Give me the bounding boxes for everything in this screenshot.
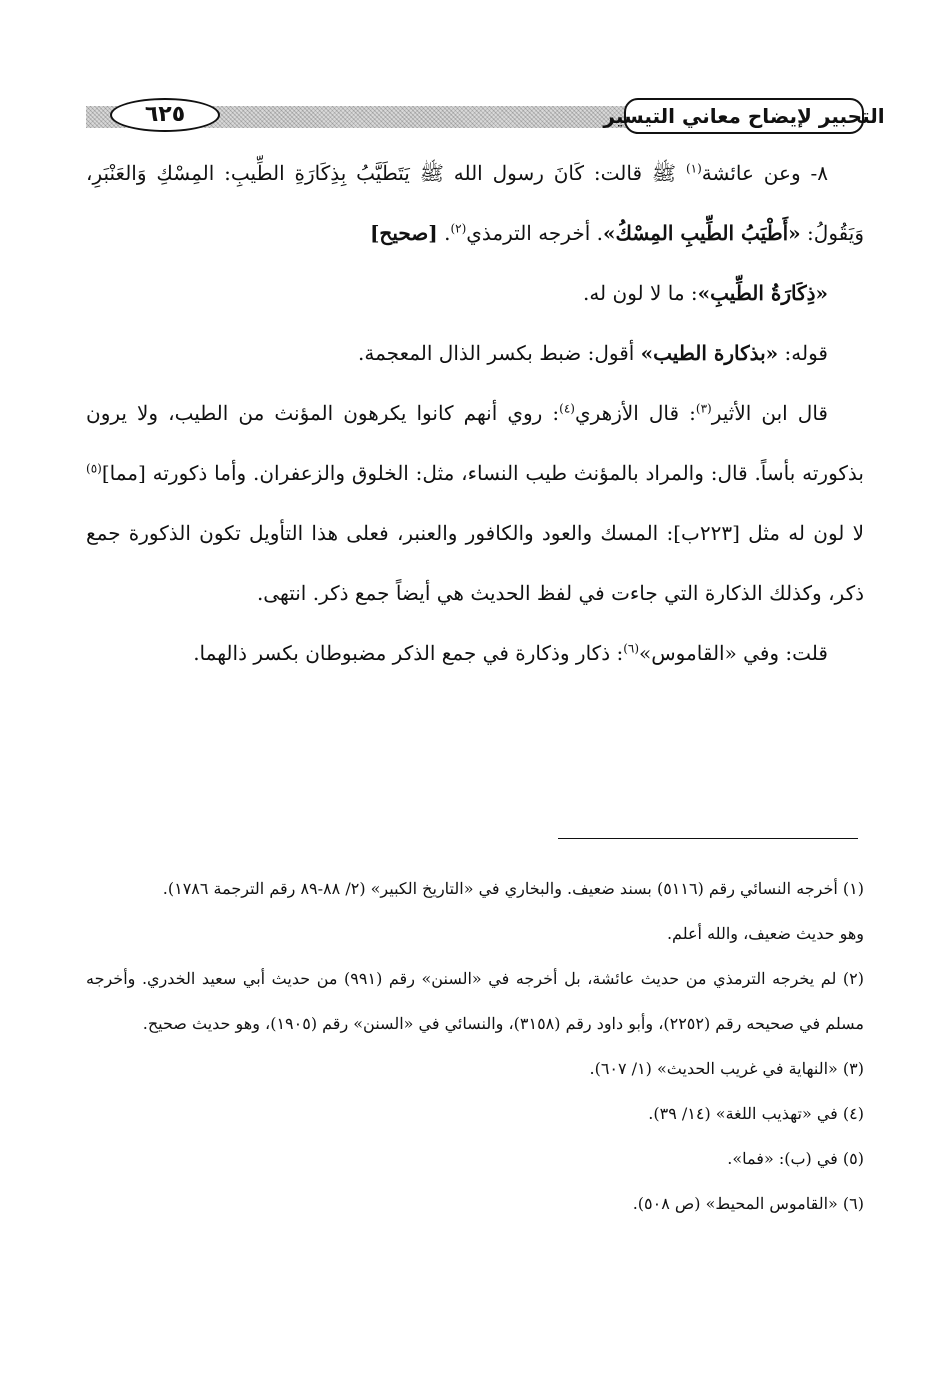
hadith-text-3: . bbox=[437, 221, 451, 245]
footnote-ref-2[interactable]: (٢) bbox=[450, 221, 467, 236]
hadith-text-1: قالت: كَانَ رسول الله ﷺ يَتَطَيَّبُ بِذِكَارَةِ الطِّيبِ: المِسْكِ وَالعَنْبَرِ، وَيَقُولُ: bbox=[86, 161, 864, 245]
gloss-term: «ذِكَارَةُ الطِّيبِ» bbox=[697, 281, 828, 305]
hadith-bold-quote: «أَطْيَبُ الطِّيبِ المِسْكُ» bbox=[602, 221, 801, 245]
honorific-glyph: ﷺ‬‬ bbox=[651, 161, 677, 185]
hadith-paragraph bbox=[86, 143, 864, 263]
footnote-ref-4[interactable]: (٤) bbox=[559, 401, 575, 416]
ibn-athir-text-2: : قال الأزهري bbox=[574, 401, 696, 425]
hadith-text-2: . أخرجه الترمذي bbox=[466, 221, 603, 245]
qultu-text-1: قلت: وفي «القاموس» bbox=[639, 641, 828, 665]
footnote-ref-3[interactable]: (٣) bbox=[695, 401, 712, 416]
footnote-ref-6[interactable]: (٦) bbox=[623, 641, 640, 656]
running-title: التحبير لإيضاح معاني التيسير bbox=[603, 104, 885, 128]
footnote-1: (١) أخرجه النسائي رقم (٥١١٦) بسند ضعيف. والبخاري في «التاريخ الكبير» (٢/ ٨٨-٨٩ رقم الترجمة ١٧٨٦). bbox=[162, 879, 864, 898]
comment-term: «بذكارة الطيب» bbox=[640, 341, 779, 365]
hadith-grade: [صحيح] bbox=[369, 221, 438, 245]
footnote-4: (٤) في «تهذيب اللغة» (١٤/ ٣٩). bbox=[648, 1104, 864, 1123]
footnote-ref-5[interactable]: (٥) bbox=[86, 461, 102, 476]
running-title-box bbox=[603, 98, 885, 134]
ibn-athir-paragraph bbox=[86, 383, 864, 623]
footnotes bbox=[86, 866, 864, 1226]
ibn-athir-text-4: لا لون له مثل [٢٢٣ب]: المسك والعود والكافور والعنبر، فعلى هذا التأويل تكون الذكورة جمع ذكر، وكذلك الذكارة التي جاءت في لفظ الحديث هي أيضاً جمع ذكر. انتهى. bbox=[86, 521, 864, 605]
main-text bbox=[86, 143, 864, 683]
footnote-5: (٥) في (ب): «فما». bbox=[727, 1149, 864, 1168]
page-header bbox=[86, 98, 885, 138]
gloss-paragraph bbox=[86, 263, 864, 323]
ibn-athir-text-3: : روي أنهم كانوا يكرهون المؤنث من الطيب، ولا يرون بذكورته بأساً. قال: والمراد بالمؤنث طيب النساء، مثل: الخلوق والزعفران. وأما ذكورته [مما] bbox=[86, 401, 864, 485]
footnote-1-continued: وهو حديث ضعيف، والله أعلم. bbox=[666, 924, 864, 943]
ibn-athir-text-1: قال ابن الأثير bbox=[711, 401, 828, 425]
qultu-paragraph bbox=[86, 623, 864, 683]
footnote-3: (٣) «النهاية في غريب الحديث» (١/ ٦٠٧). bbox=[589, 1059, 864, 1078]
comment-prefix: قوله: bbox=[778, 341, 828, 365]
hadith-number: ٨- وعن عائشة bbox=[701, 161, 828, 185]
footnote-2: (٢) لم يخرجه الترمذي من حديث عائشة، بل أخرجه في «السنن» رقم (٩٩١) من حديث أبي سعيد الخدري. وأخرجه مسلم في صحيحه رقم (٢٢٥٢)، وأبو داود رقم (٣١٥٨)، والنسائي في «السنن» رقم (١٩٠٥)، وهو حديث صحيح. bbox=[86, 969, 864, 1033]
footnote-6: (٦) «القاموس المحيط» (ص ٥٠٨). bbox=[632, 1194, 864, 1213]
page-number-oval bbox=[110, 98, 220, 132]
gloss-text: : ما لا لون له. bbox=[582, 281, 698, 305]
comment-paragraph bbox=[86, 323, 864, 383]
qultu-text-2: : ذكار وذكارة في جمع الذكر مضبوطان بكسر ذالهما. bbox=[193, 641, 624, 665]
footnote-ref-1[interactable]: (١) bbox=[685, 161, 702, 176]
footnote-separator bbox=[558, 838, 858, 839]
comment-text: أقول: ضبط بكسر الذال المعجمة. bbox=[358, 341, 641, 365]
page-number: ٦٢٥ bbox=[144, 102, 186, 127]
